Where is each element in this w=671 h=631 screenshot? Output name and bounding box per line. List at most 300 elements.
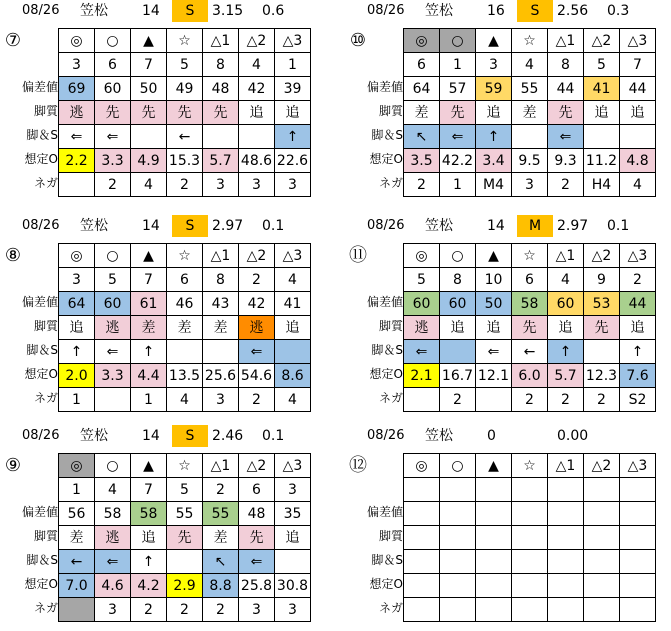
running-style-cell: 先 — [167, 526, 203, 550]
race-grade-badge: S — [172, 215, 208, 237]
horse-number-cell — [440, 478, 476, 502]
mark-cell: △2 — [239, 454, 275, 478]
race-value: 2.56 — [557, 3, 589, 19]
expected-odds-cell: 2.0 — [59, 364, 95, 388]
horse-number-cell: 4 — [95, 478, 131, 502]
deviation-cell: 42 — [239, 292, 275, 316]
score-row — [404, 502, 656, 526]
race-venue: 笠松 — [80, 218, 108, 234]
deviation-cell: 58 — [95, 502, 131, 526]
mark-cell: ○ — [95, 454, 131, 478]
running-style-cell: 追 — [548, 316, 584, 340]
position-arrow-cell: ⇐ — [440, 125, 476, 149]
position-arrow-cell: ⇐ — [95, 125, 131, 149]
race-venue: 笠松 — [425, 428, 453, 444]
score-row — [59, 292, 311, 316]
horse-number-cell: 6 — [239, 478, 275, 502]
race-venue: 笠松 — [425, 3, 453, 19]
row-label: 想定O — [369, 152, 403, 166]
negative-cell: 2 — [548, 173, 584, 197]
race-value: 0.00 — [557, 428, 589, 444]
negative-cell: H4 — [584, 173, 620, 197]
deviation-cell — [620, 502, 656, 526]
horse-number-cell: 5 — [167, 53, 203, 77]
race-value-2: 0.1 — [607, 218, 630, 234]
style-row — [59, 526, 311, 550]
position-arrow-cell: ← — [167, 125, 203, 149]
deviation-cell: 64 — [59, 292, 95, 316]
mark-cell: △3 — [275, 244, 311, 268]
mark-cell: ○ — [440, 454, 476, 478]
race-grade-badge: M — [517, 215, 553, 237]
position-arrow-cell — [404, 550, 440, 574]
expected-odds-cell: 2.9 — [167, 574, 203, 598]
expected-odds-cell: 5.7 — [548, 364, 584, 388]
sym-row — [404, 29, 656, 53]
expected-odds-cell: 12.3 — [584, 364, 620, 388]
deviation-cell: 60 — [95, 77, 131, 101]
arrow-row — [404, 550, 656, 574]
horse-number-cell — [476, 478, 512, 502]
position-arrow-cell: ⇐ — [95, 340, 131, 364]
position-arrow-cell: ⇐ — [404, 340, 440, 364]
expected-odds-cell: 7.0 — [59, 574, 95, 598]
mark-cell: △1 — [548, 454, 584, 478]
horse-row — [404, 478, 656, 502]
expected-odds-cell: 54.6 — [239, 364, 275, 388]
race-value-2: 0.1 — [262, 428, 285, 444]
horse-number-cell: 1 — [440, 53, 476, 77]
deviation-cell: 60 — [548, 292, 584, 316]
expected-odds-cell: 48.6 — [239, 149, 275, 173]
score-row — [59, 502, 311, 526]
mark-cell: ◎ — [59, 29, 95, 53]
running-style-cell — [620, 526, 656, 550]
race-panel — [345, 215, 665, 415]
horse-number-cell: 1 — [59, 478, 95, 502]
position-arrow-cell — [203, 340, 239, 364]
negative-cell: 2 — [95, 173, 131, 197]
deviation-cell — [440, 502, 476, 526]
mark-cell: ▲ — [131, 454, 167, 478]
row-label: 脚＆S — [371, 128, 403, 142]
expected-odds-cell — [440, 574, 476, 598]
negative-cell: 2 — [548, 388, 584, 412]
running-style-cell: 先 — [584, 316, 620, 340]
row-label: 想定O — [24, 367, 58, 381]
prediction-grid — [403, 453, 656, 622]
negative-cell: 3 — [203, 173, 239, 197]
deviation-cell: 39 — [275, 77, 311, 101]
position-arrow-cell — [167, 550, 203, 574]
horse-number-cell: 3 — [59, 53, 95, 77]
negative-cell — [404, 598, 440, 622]
horse-number-cell: 6 — [167, 268, 203, 292]
running-style-cell: 差 — [59, 526, 95, 550]
deviation-cell: 48 — [239, 502, 275, 526]
running-style-cell: 追 — [275, 316, 311, 340]
mark-cell: ▲ — [131, 29, 167, 53]
expected-odds-cell: 6.0 — [512, 364, 548, 388]
horse-number-cell — [620, 478, 656, 502]
race-number: ⑩ — [349, 30, 367, 51]
row-label: 想定O — [24, 152, 58, 166]
negative-cell: 2 — [167, 598, 203, 622]
horse-number-cell: 3 — [59, 268, 95, 292]
negative-cell: 4 — [167, 388, 203, 412]
expected-odds-cell: 4.4 — [131, 364, 167, 388]
horse-number-cell: 2 — [203, 478, 239, 502]
horse-number-cell — [404, 478, 440, 502]
mark-cell: △1 — [203, 29, 239, 53]
mark-cell: ☆ — [512, 244, 548, 268]
running-style-cell: 追 — [275, 526, 311, 550]
race-value-2: 0.6 — [262, 3, 285, 19]
deviation-cell — [548, 502, 584, 526]
negative-cell — [584, 598, 620, 622]
running-style-cell: 先 — [131, 101, 167, 125]
running-style-cell: 逃 — [59, 101, 95, 125]
mark-cell: ☆ — [167, 244, 203, 268]
deviation-cell: 55 — [203, 502, 239, 526]
race-number: ⑪ — [349, 245, 367, 266]
expected-odds-cell: 11.2 — [584, 149, 620, 173]
deviation-cell: 64 — [404, 77, 440, 101]
row-label: ネガ — [378, 391, 403, 405]
row-label: 脚質 — [378, 104, 403, 118]
race-grade-badge: S — [172, 0, 208, 22]
position-arrow-cell — [584, 550, 620, 574]
deviation-cell: 50 — [131, 77, 167, 101]
deviation-cell: 60 — [440, 292, 476, 316]
deviation-cell: 35 — [275, 502, 311, 526]
running-style-cell: 差 — [167, 316, 203, 340]
expected-odds-cell: 22.6 — [275, 149, 311, 173]
expected-odds-cell: 42.2 — [440, 149, 476, 173]
negative-cell: 2 — [584, 388, 620, 412]
running-style-cell: 逃 — [404, 316, 440, 340]
deviation-cell: 44 — [548, 77, 584, 101]
race-venue: 笠松 — [425, 218, 453, 234]
negative-cell: 1 — [440, 173, 476, 197]
expected-odds-cell: 8.8 — [203, 574, 239, 598]
race-value-2: 0.1 — [262, 218, 285, 234]
negative-cell — [476, 598, 512, 622]
mark-cell: △1 — [203, 244, 239, 268]
row-label: 脚＆S — [371, 553, 403, 567]
race-header — [0, 215, 320, 237]
position-arrow-cell: ⇐ — [239, 550, 275, 574]
sym-row — [59, 29, 311, 53]
running-style-cell: 先 — [239, 526, 275, 550]
expected-odds-cell: 16.7 — [440, 364, 476, 388]
arrow-row — [59, 125, 311, 149]
expected-odds-cell: 3.4 — [476, 149, 512, 173]
horse-row — [59, 478, 311, 502]
position-arrow-cell: ↖ — [404, 125, 440, 149]
negative-cell: 3 — [275, 173, 311, 197]
negative-cell: 1 — [59, 388, 95, 412]
deviation-cell: 50 — [476, 292, 512, 316]
running-style-cell: 追 — [440, 316, 476, 340]
odds-row — [59, 574, 311, 598]
odds-row — [404, 574, 656, 598]
race-panel — [0, 425, 320, 625]
horse-number-cell: 5 — [167, 478, 203, 502]
expected-odds-cell: 30.8 — [275, 574, 311, 598]
race-number: ⑨ — [4, 455, 22, 476]
deviation-cell: 41 — [584, 77, 620, 101]
expected-odds-cell: 3.5 — [404, 149, 440, 173]
race-value-2: 0.3 — [607, 3, 630, 19]
race-date: 08/26 — [367, 218, 405, 233]
deviation-cell: 41 — [275, 292, 311, 316]
prediction-grid — [58, 243, 311, 412]
negative-cell: 3 — [239, 598, 275, 622]
race-panel — [345, 0, 665, 200]
running-style-cell — [404, 526, 440, 550]
running-style-cell: 追 — [59, 316, 95, 340]
running-style-cell: 逃 — [95, 316, 131, 340]
race-number: ⑦ — [4, 30, 22, 51]
horse-number-cell: 6 — [404, 53, 440, 77]
deviation-cell: 69 — [59, 77, 95, 101]
race-grade-badge: S — [172, 425, 208, 447]
deviation-cell: 58 — [131, 502, 167, 526]
row-label: ネガ — [378, 601, 403, 615]
deviation-cell: 60 — [404, 292, 440, 316]
nega-row — [404, 598, 656, 622]
mark-cell: △3 — [620, 29, 656, 53]
expected-odds-cell: 2.1 — [404, 364, 440, 388]
sym-row — [404, 454, 656, 478]
running-style-cell: 追 — [476, 101, 512, 125]
prediction-grid — [403, 28, 656, 197]
row-label: 偏差値 — [21, 80, 58, 94]
expected-odds-cell — [404, 574, 440, 598]
expected-odds-cell: 9.5 — [512, 149, 548, 173]
mark-cell: △2 — [584, 29, 620, 53]
horse-number-cell: 7 — [131, 478, 167, 502]
row-label: 偏差値 — [366, 505, 403, 519]
mark-cell: △2 — [584, 244, 620, 268]
row-label: 脚＆S — [371, 343, 403, 357]
position-arrow-cell — [512, 125, 548, 149]
expected-odds-cell: 15.3 — [167, 149, 203, 173]
race-venue: 笠松 — [80, 428, 108, 444]
race-value: 2.97 — [212, 218, 244, 234]
race-venue: 笠松 — [80, 3, 108, 19]
horse-row — [404, 268, 656, 292]
mark-cell: ▲ — [131, 244, 167, 268]
nega-row — [59, 388, 311, 412]
row-label: 脚＆S — [26, 128, 58, 142]
horse-number-cell: 5 — [404, 268, 440, 292]
horse-number-cell: 10 — [476, 268, 512, 292]
style-row — [404, 526, 656, 550]
horse-number-cell: 6 — [512, 268, 548, 292]
horse-number-cell: 8 — [203, 53, 239, 77]
negative-cell: 1 — [131, 388, 167, 412]
odds-row — [404, 149, 656, 173]
horse-number-cell: 8 — [203, 268, 239, 292]
nega-row — [404, 388, 656, 412]
negative-cell: 4 — [131, 173, 167, 197]
mark-cell: ◎ — [404, 29, 440, 53]
running-style-cell: 追 — [620, 316, 656, 340]
position-arrow-cell — [203, 125, 239, 149]
horse-number-cell: 7 — [131, 268, 167, 292]
negative-cell — [440, 598, 476, 622]
expected-odds-cell: 4.6 — [95, 574, 131, 598]
horse-number-cell: 4 — [275, 268, 311, 292]
negative-cell: 2 — [512, 388, 548, 412]
arrow-row — [59, 550, 311, 574]
position-arrow-cell — [584, 340, 620, 364]
negative-cell — [404, 388, 440, 412]
position-arrow-cell: ⇐ — [548, 125, 584, 149]
negative-cell — [620, 598, 656, 622]
expected-odds-cell: 12.1 — [476, 364, 512, 388]
mark-cell: ○ — [440, 29, 476, 53]
running-style-cell — [548, 526, 584, 550]
race-runner-count: 14 — [142, 218, 160, 234]
sym-row — [59, 244, 311, 268]
mark-cell: △1 — [548, 29, 584, 53]
negative-cell: 3 — [239, 173, 275, 197]
horse-number-cell: 3 — [275, 478, 311, 502]
expected-odds-cell: 4.2 — [131, 574, 167, 598]
position-arrow-cell: ⇐ — [95, 550, 131, 574]
deviation-cell: 44 — [620, 292, 656, 316]
style-row — [404, 101, 656, 125]
horse-number-cell: 8 — [548, 53, 584, 77]
negative-cell: 4 — [275, 388, 311, 412]
position-arrow-cell — [131, 125, 167, 149]
race-date: 08/26 — [22, 3, 60, 18]
row-label: 偏差値 — [366, 295, 403, 309]
horse-number-cell: 7 — [620, 53, 656, 77]
row-label: 想定O — [24, 577, 58, 591]
running-style-cell — [476, 526, 512, 550]
position-arrow-cell: ← — [512, 340, 548, 364]
deviation-cell: 46 — [167, 292, 203, 316]
deviation-cell: 42 — [239, 77, 275, 101]
row-label: 偏差値 — [21, 295, 58, 309]
negative-cell: M4 — [476, 173, 512, 197]
negative-cell — [59, 598, 95, 622]
sym-row — [59, 454, 311, 478]
horse-number-cell: 4 — [512, 53, 548, 77]
position-arrow-cell — [476, 550, 512, 574]
running-style-cell: 差 — [203, 316, 239, 340]
running-style-cell — [584, 526, 620, 550]
running-style-cell: 先 — [548, 101, 584, 125]
row-label: 脚質 — [33, 104, 58, 118]
row-label: ネガ — [33, 391, 58, 405]
horse-number-cell: 6 — [95, 53, 131, 77]
running-style-cell: 追 — [476, 316, 512, 340]
expected-odds-cell — [512, 574, 548, 598]
deviation-cell: 59 — [476, 77, 512, 101]
sym-row — [404, 244, 656, 268]
horse-number-cell: 5 — [584, 53, 620, 77]
negative-cell: 4 — [620, 173, 656, 197]
race-number: ⑧ — [4, 245, 22, 266]
position-arrow-cell: ↑ — [548, 340, 584, 364]
mark-cell: ▲ — [476, 29, 512, 53]
running-style-cell: 逃 — [239, 316, 275, 340]
row-label: 想定O — [369, 367, 403, 381]
race-header — [345, 215, 665, 237]
mark-cell: △1 — [203, 454, 239, 478]
row-label: 想定O — [369, 577, 403, 591]
mark-cell: △2 — [239, 244, 275, 268]
expected-odds-cell — [548, 574, 584, 598]
expected-odds-cell: 8.6 — [275, 364, 311, 388]
mark-cell: △3 — [620, 244, 656, 268]
horse-number-cell: 2 — [239, 268, 275, 292]
mark-cell: △2 — [584, 454, 620, 478]
odds-row — [59, 149, 311, 173]
style-row — [59, 101, 311, 125]
mark-cell: △3 — [275, 29, 311, 53]
expected-odds-cell: 3.3 — [95, 364, 131, 388]
mark-cell: ☆ — [167, 29, 203, 53]
running-style-cell: 差 — [512, 101, 548, 125]
expected-odds-cell: 9.3 — [548, 149, 584, 173]
mark-cell: ○ — [95, 29, 131, 53]
running-style-cell: 差 — [203, 526, 239, 550]
race-runner-count: 14 — [487, 218, 505, 234]
running-style-cell: 先 — [440, 101, 476, 125]
horse-number-cell: 4 — [239, 53, 275, 77]
position-arrow-cell — [275, 550, 311, 574]
row-label: ネガ — [33, 176, 58, 190]
deviation-cell: 57 — [440, 77, 476, 101]
negative-cell: 2 — [131, 598, 167, 622]
position-arrow-cell — [167, 340, 203, 364]
expected-odds-cell: 4.8 — [620, 149, 656, 173]
race-number: ⑫ — [349, 455, 367, 476]
expected-odds-cell: 13.5 — [167, 364, 203, 388]
horse-number-cell — [548, 478, 584, 502]
deviation-cell — [512, 502, 548, 526]
horse-row — [59, 268, 311, 292]
prediction-grid — [58, 28, 311, 197]
position-arrow-cell — [548, 550, 584, 574]
race-header — [345, 0, 665, 22]
horse-number-cell — [512, 478, 548, 502]
deviation-cell: 55 — [167, 502, 203, 526]
position-arrow-cell — [620, 550, 656, 574]
negative-cell: 3 — [275, 598, 311, 622]
horse-number-cell: 5 — [95, 268, 131, 292]
negative-cell: 3 — [203, 388, 239, 412]
deviation-cell: 60 — [95, 292, 131, 316]
mark-cell: ◎ — [59, 454, 95, 478]
position-arrow-cell: ↖ — [203, 550, 239, 574]
deviation-cell — [404, 502, 440, 526]
mark-cell: ◎ — [59, 244, 95, 268]
position-arrow-cell — [512, 550, 548, 574]
race-header — [345, 425, 665, 447]
prediction-grid — [403, 243, 656, 412]
nega-row — [404, 173, 656, 197]
deviation-cell — [584, 502, 620, 526]
race-header — [0, 0, 320, 22]
mark-cell: ◎ — [404, 454, 440, 478]
